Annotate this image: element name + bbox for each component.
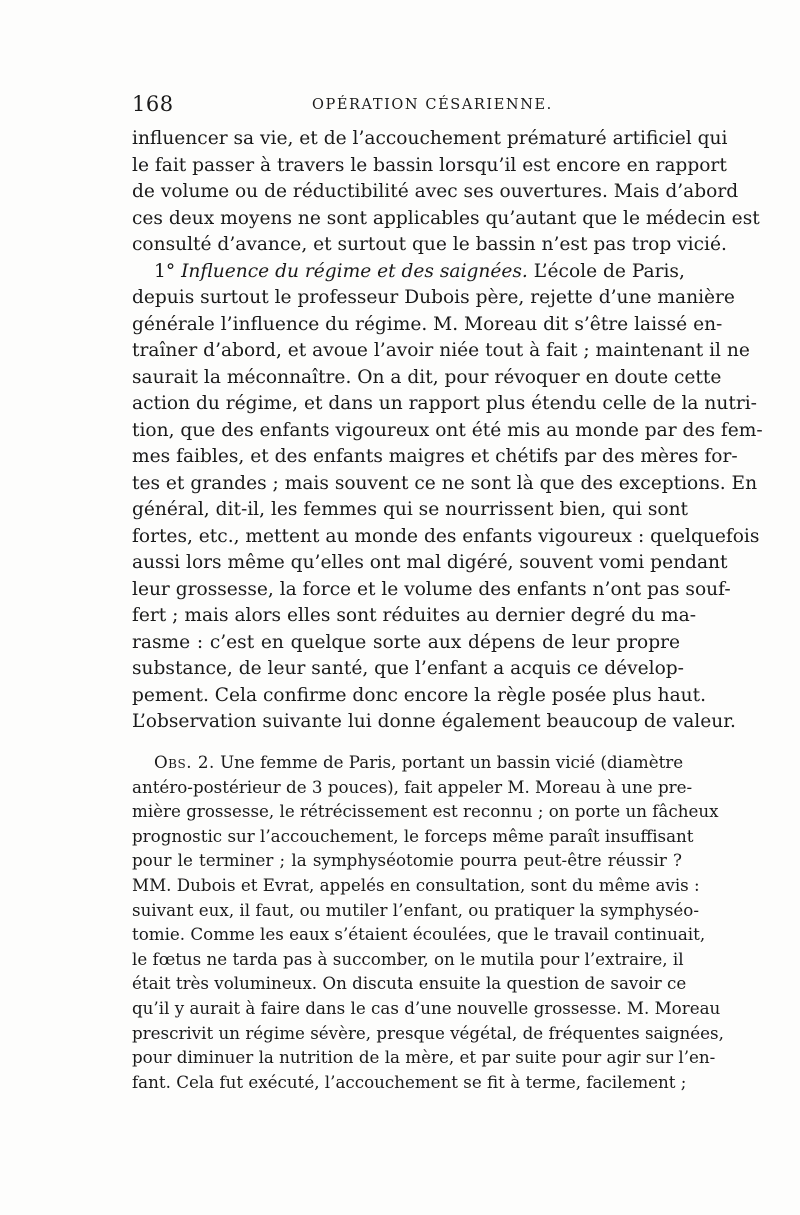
observation-line: tomie. Comme les eaux s’étaient écoulées, que le travail continuait, bbox=[132, 924, 706, 945]
observation-line: suivant eux, il faut, ou mutiler l’enfant, ou pratiquer la symphyséo- bbox=[132, 899, 699, 920]
text-line: leur grossesse, la force et le volume des enfants n’ont pas souf- bbox=[132, 578, 731, 600]
text-line: consulté d’avance, et surtout que le bassin n’est pas trop vicié. bbox=[132, 234, 727, 255]
observation-line: pour diminuer la nutrition de la mère, et par suite pour agir sur l’en- bbox=[132, 1047, 716, 1068]
text-line: aussi lors même qu’elles ont mal digéré, souvent vomi pendant bbox=[132, 552, 728, 573]
text-line: action du régime, et dans un rapport plus étendu celle de la nutri- bbox=[132, 393, 757, 414]
observation-block bbox=[132, 750, 724, 1094]
main-text bbox=[132, 126, 763, 736]
text-line: fert ; mais alors elles sont réduites au dernier degré du ma- bbox=[132, 605, 696, 626]
observation-line: pour le terminer ; la symphyséotomie pourra peut-être réussir ? bbox=[132, 850, 682, 871]
text-line: substance, de leur santé, que l’enfant a acquis ce dévelop- bbox=[132, 658, 684, 679]
observation-line: prescrivit un régime sévère, presque végétal, de fréquentes saignées, bbox=[132, 1022, 724, 1043]
text-line: saurait la méconnaître. On a dit, pour révoquer en doute cette bbox=[132, 366, 722, 388]
page-number: 168 bbox=[132, 92, 174, 116]
text-line: L’observation suivante lui donne également beaucoup de valeur. bbox=[132, 711, 736, 732]
text-line: tes et grandes ; mais souvent ce ne sont là que des exceptions. En bbox=[132, 472, 758, 494]
text-line: générale l’influence du régime. M. Moreau dit s’être laissé en- bbox=[132, 313, 723, 335]
text-line: le fait passer à travers le bassin lorsqu’il est encore en rapport bbox=[132, 154, 727, 176]
observation-line: qu’il y aurait à faire dans le cas d’une nouvelle grossesse. M. Moreau bbox=[132, 997, 721, 1018]
observation-line: fant. Cela fut exécuté, l’accouchement se fit à terme, facilement ; bbox=[132, 1071, 687, 1092]
text-line: de volume ou de réductibilité avec ses ouvertures. Mais d’abord bbox=[132, 181, 739, 202]
observation-line: était très volumineux. On discuta ensuite la question de savoir ce bbox=[132, 973, 687, 994]
observation-line: antéro-postérieur de 3 pouces), fait appeler M. Moreau à une pre- bbox=[132, 776, 693, 797]
observation-lead-text: Une femme de Paris, portant un bassin vicié (diamètre bbox=[220, 752, 684, 772]
text-line: rasme : c’est en quelque sorte aux dépens de leur propre bbox=[132, 631, 680, 653]
text-line: influencer sa vie, et de l’accouchement prématuré artificiel qui bbox=[132, 128, 728, 149]
observation-line: prognostic sur l’accouchement, le forceps même paraît insuffisant bbox=[132, 825, 694, 846]
observation-line: le fœtus ne tarda pas à succomber, on le mutila pour l’extraire, il bbox=[132, 948, 684, 969]
section-lead-text: L’école de Paris, bbox=[533, 260, 685, 282]
text-line: ces deux moyens ne sont applicables qu’autant que le médecin est bbox=[132, 207, 760, 229]
observation-label: Obs. 2. bbox=[154, 752, 215, 772]
page-header bbox=[132, 92, 680, 118]
observation-line: MM. Dubois et Evrat, appelés en consultation, sont du même avis : bbox=[132, 874, 700, 895]
text-line: fortes, etc., mettent au monde des enfants vigoureux : quelquefois bbox=[132, 525, 760, 547]
text-line: depuis surtout le professeur Dubois père, rejette d’une manière bbox=[132, 287, 735, 308]
observation-first-line bbox=[132, 750, 682, 775]
section-number: 1° bbox=[154, 260, 176, 282]
observation-line: mière grossesse, le rétrécissement est reconnu ; on porte un fâcheux bbox=[132, 801, 719, 822]
text-line: mes faibles, et des enfants maigres et chétifs par des mères for- bbox=[132, 446, 738, 467]
text-line: pement. Cela confirme donc encore la règle posée plus haut. bbox=[132, 684, 707, 706]
running-title: OPÉRATION CÉSARIENNE. bbox=[312, 97, 553, 113]
text-line: traîner d’abord, et avoue l’avoir niée tout à fait ; maintenant il ne bbox=[132, 340, 750, 361]
section-subhead: Influence du régime et des saignées. bbox=[181, 260, 528, 282]
text-line: général, dit-il, les femmes qui se nourrissent bien, qui sont bbox=[132, 499, 689, 520]
section-heading-line bbox=[132, 259, 685, 286]
text-line: tion, que des enfants vigoureux ont été mis au monde par des fem- bbox=[132, 419, 763, 441]
